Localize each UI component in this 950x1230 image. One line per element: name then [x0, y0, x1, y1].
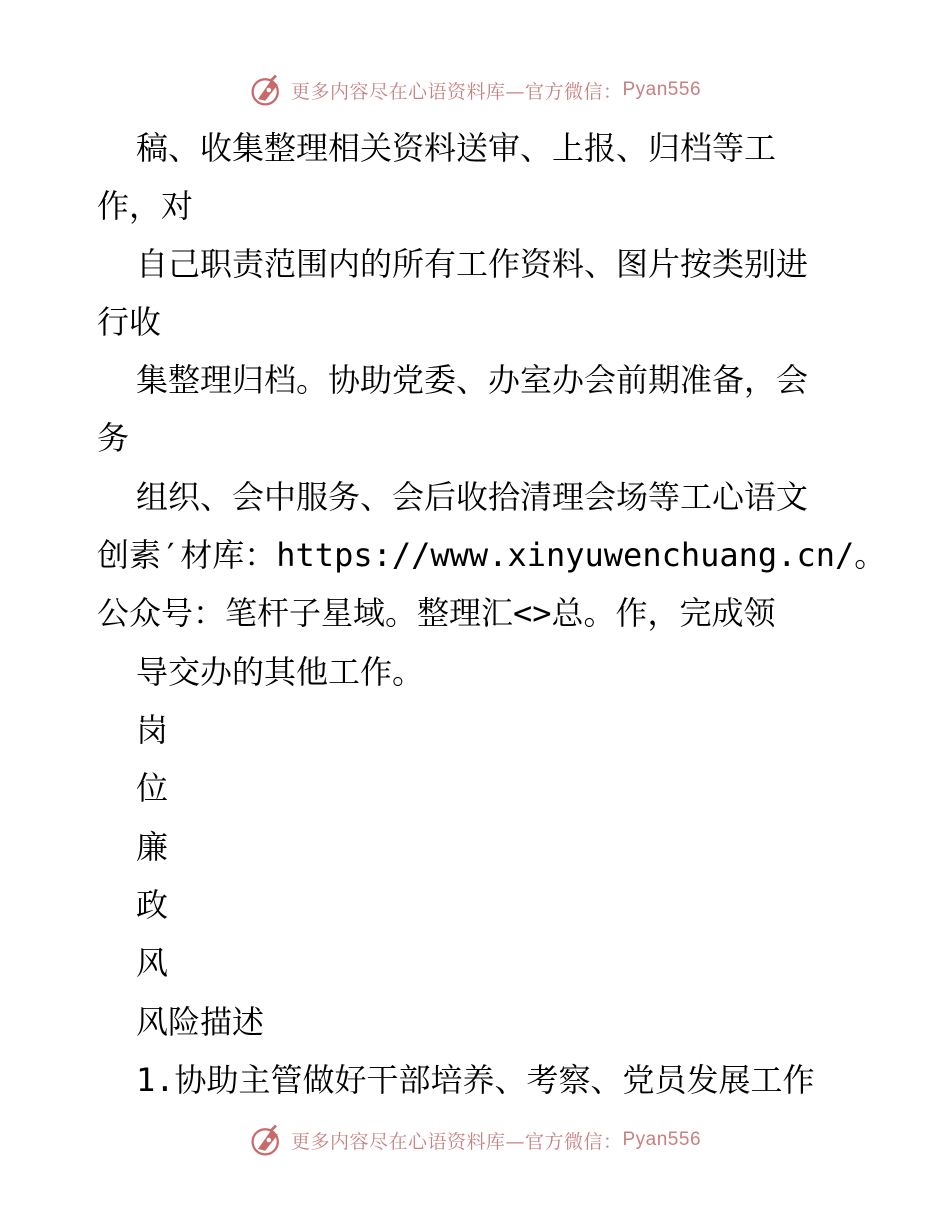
vertical-char: 廉 — [136, 828, 169, 866]
body-line: 导交办的其他工作。 — [136, 653, 425, 691]
pen-nib-logo-icon — [249, 1122, 285, 1158]
pen-nib-logo-icon — [249, 72, 285, 108]
header-banner-wechat-id: Pyan556 — [622, 79, 702, 100]
vertical-char: 位 — [136, 769, 169, 807]
body-line: 公众号：笔杆子星域。整理汇<>总。作，完成领 — [97, 594, 776, 632]
body-line: 集整理归档。协助党委、办室办会前期准备，会 — [136, 361, 809, 399]
vertical-char: 风 — [136, 944, 169, 982]
body-line: 作，对 — [97, 187, 194, 225]
vertical-char: 岗 — [136, 711, 169, 749]
header-banner-text: 更多内容尽在心语资料库—官方微信： — [290, 80, 623, 103]
body-line: 组织、会中服务、会后收拾清理会场等工心语文 — [136, 478, 809, 516]
body-line: 行收 — [97, 303, 162, 341]
body-line: 1.协助主管做好干部培养、考察、党员发展工作 — [136, 1061, 815, 1099]
body-line: 稿、收集整理相关资料送审、上报、归档等工 — [136, 129, 777, 167]
footer-banner-wechat-id: Pyan556 — [622, 1129, 702, 1150]
footer-banner-text: 更多内容尽在心语资料库—官方微信： — [290, 1130, 623, 1153]
body-line: 自己职责范围内的所有工作资料、图片按类别进 — [136, 245, 809, 283]
body-line-url: 创素′材库：https://www.xinyuwenchuang.cn/。 — [97, 536, 887, 574]
vertical-char: 政 — [136, 886, 169, 924]
footer-banner — [0, 1120, 950, 1160]
body-line: 务 — [97, 419, 130, 457]
header-banner — [0, 70, 950, 110]
section-heading: 风险描述 — [136, 1003, 265, 1041]
